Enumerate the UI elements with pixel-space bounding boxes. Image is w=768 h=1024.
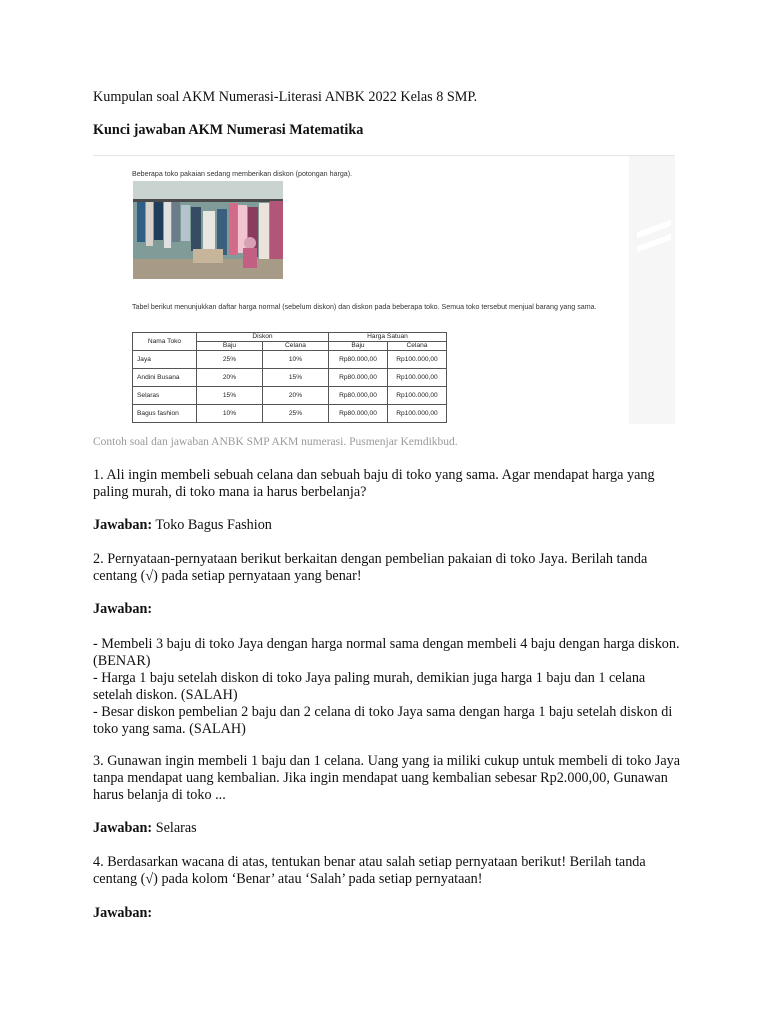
figure-edge-decoration	[629, 156, 675, 424]
figure-caption: Contoh soal dan jawaban ANBK SMP AKM numerasi. Pusmenjar Kemdikbud.	[93, 436, 458, 448]
question-2-answers	[93, 636, 683, 738]
answer-label: Jawaban:	[93, 517, 153, 533]
table-row	[133, 405, 447, 423]
table-cell-price-pants: Rp100.000,00	[388, 351, 447, 369]
table-header-price: Harga Satuan	[329, 333, 447, 342]
table-cell-discount-pants: 15%	[263, 369, 329, 387]
question-1-answer	[93, 517, 272, 534]
table-header-row	[133, 333, 447, 342]
table-subheader-discount-shirt: Baju	[197, 342, 263, 351]
table-cell-discount-pants: 20%	[263, 387, 329, 405]
question-3	[93, 753, 683, 804]
answer-item: - Harga 1 baju setelah diskon di toko Jaya paling murah, demikian juga harga 1 baju dan 1 celana setelah diskon. (SALAH)	[93, 670, 646, 703]
table-cell-price-pants: Rp100.000,00	[388, 405, 447, 423]
table-cell-price-pants: Rp100.000,00	[388, 369, 447, 387]
table-cell-store: Bagus fashion	[133, 405, 197, 423]
answer-value: Toko Bagus Fashion	[152, 517, 272, 533]
question-2	[93, 551, 683, 585]
clothing-store-photo	[133, 181, 283, 279]
table-cell-store: Jaya	[133, 351, 197, 369]
table-cell-store: Selaras	[133, 387, 197, 405]
document-subtitle: Kunci jawaban AKM Numerasi Matematika	[93, 122, 364, 138]
table-cell-price-shirt: Rp80.000,00	[329, 369, 388, 387]
question-4	[93, 854, 683, 888]
table-subheader-discount-pants: Celana	[263, 342, 329, 351]
table-cell-discount-shirt: 10%	[197, 405, 263, 423]
table-subheader-price-pants: Celana	[388, 342, 447, 351]
table-cell-discount-pants: 25%	[263, 405, 329, 423]
answer-item: - Membeli 3 baju di toko Jaya dengan harga normal sama dengan membeli 4 baju dengan harga diskon. (BENAR)	[93, 636, 680, 669]
table-cell-store: Andini Busana	[133, 369, 197, 387]
table-row	[133, 369, 447, 387]
question-1-text: 1. Ali ingin membeli sebuah celana dan sebuah baju di toko yang sama. Agar mendapat harga yang paling murah, di toko mana ia harus berbelanja?	[93, 467, 655, 500]
figure-intro-text: Beberapa toko pakaian sedang memberikan diskon (potongan harga).	[132, 170, 353, 178]
table-header-store: Nama Toko	[133, 333, 197, 351]
answer-item: - Besar diskon pembelian 2 baju dan 2 celana di toko Jaya sama dengan harga 1 baju setelah diskon di toko yang sama. (SALAH)	[93, 704, 673, 737]
question-4-answer-label: Jawaban:	[93, 905, 153, 921]
table-cell-price-shirt: Rp80.000,00	[329, 405, 388, 423]
embedded-screenshot	[93, 155, 675, 424]
question-2-text: 2. Pernyataan-pernyataan berikut berkaitan dengan pembelian pakaian di toko Jaya. Berilah tanda centang (√) pada setiap pernyataan yang benar!	[93, 551, 648, 584]
question-1	[93, 467, 683, 501]
table-row	[133, 351, 447, 369]
question-4-text: 4. Berdasarkan wacana di atas, tentukan benar atau salah setiap pernyataan berikut! Berilah tanda centang (√) pada kolom ‘Benar’ atau ‘Salah’ pada setiap pernyataan!	[93, 854, 646, 887]
discount-price-table	[132, 332, 447, 423]
question-3-text: 3. Gunawan ingin membeli 1 baju dan 1 celana. Uang yang ia miliki cukup untuk membeli di toko Jaya tanpa mendapat uang kembalian. Jika ingin mendapat uang kembalian sebesar Rp2.000,00, Gunawan harus belanja di toko ...	[93, 753, 681, 803]
table-subheader-price-shirt: Baju	[329, 342, 388, 351]
figure-description-text: Tabel berikut menunjukkan daftar harga normal (sebelum diskon) dan diskon pada beberapa toko. Semua toko tersebut menjual barang yang sama.	[132, 303, 597, 311]
document-title: Kumpulan soal AKM Numerasi-Literasi ANBK 2022 Kelas 8 SMP.	[93, 89, 478, 105]
table-cell-price-pants: Rp100.000,00	[388, 387, 447, 405]
answer-value: Selaras	[152, 820, 197, 836]
table-cell-discount-shirt: 15%	[197, 387, 263, 405]
table-cell-price-shirt: Rp80.000,00	[329, 387, 388, 405]
table-cell-price-shirt: Rp80.000,00	[329, 351, 388, 369]
question-2-answer-label: Jawaban:	[93, 601, 153, 617]
table-row	[133, 387, 447, 405]
question-3-answer	[93, 820, 197, 837]
table-cell-discount-shirt: 25%	[197, 351, 263, 369]
table-cell-discount-pants: 10%	[263, 351, 329, 369]
table-header-discount: Diskon	[197, 333, 329, 342]
table-cell-discount-shirt: 20%	[197, 369, 263, 387]
answer-label: Jawaban:	[93, 820, 153, 836]
